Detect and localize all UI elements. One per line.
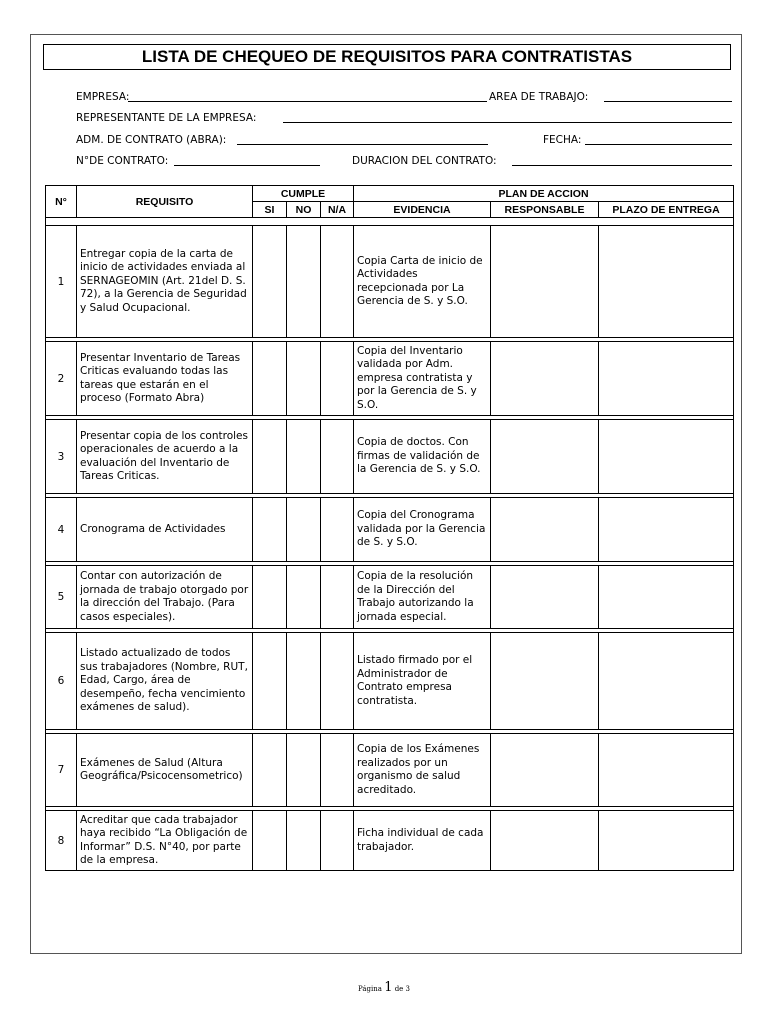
- representante-label: REPRESENTANTE DE LA EMPRESA:: [76, 112, 257, 124]
- empresa-line[interactable]: [128, 101, 487, 102]
- plazo-cell[interactable]: [599, 498, 734, 562]
- row-number: 1: [46, 226, 77, 338]
- si-cell[interactable]: [253, 498, 287, 562]
- row-number: 5: [46, 566, 77, 629]
- na-cell[interactable]: [321, 342, 354, 416]
- responsable-cell[interactable]: [491, 498, 599, 562]
- responsable-cell[interactable]: [491, 633, 599, 730]
- adm-line[interactable]: [237, 144, 488, 145]
- plazo-cell[interactable]: [599, 226, 734, 338]
- si-cell[interactable]: [253, 633, 287, 730]
- responsable-cell[interactable]: [491, 226, 599, 338]
- table-row: [46, 420, 734, 494]
- evidencia-cell: Copia Carta de inicio de Actividades recepcionada por La Gerencia de S. y S.O.: [354, 226, 491, 338]
- row-number: 6: [46, 633, 77, 730]
- evidencia-cell: Copia de la resolución de la Dirección del Trabajo autorizando la jornada especial.: [354, 566, 491, 629]
- requisito-cell: Presentar Inventario de Tareas Criticas evaluando todas las tareas que estarán en el proceso (Formato Abra): [77, 342, 253, 416]
- na-cell[interactable]: [321, 420, 354, 494]
- area-label: AREA DE TRABAJO:: [489, 91, 589, 103]
- table-row: [46, 811, 734, 871]
- footer-page-word: Página: [357, 985, 382, 993]
- na-cell[interactable]: [321, 734, 354, 807]
- contrato-label: N°DE CONTRATO:: [76, 155, 169, 167]
- header-cumple: CUMPLE: [253, 186, 354, 202]
- no-cell[interactable]: [287, 420, 321, 494]
- no-cell[interactable]: [287, 226, 321, 338]
- na-cell[interactable]: [321, 633, 354, 730]
- evidencia-cell: Copia de los Exámenes realizados por un organismo de salud acreditado.: [354, 734, 491, 807]
- si-cell[interactable]: [253, 566, 287, 629]
- no-cell[interactable]: [287, 633, 321, 730]
- si-cell[interactable]: [253, 734, 287, 807]
- header-num: N°: [46, 186, 77, 218]
- header-plan: PLAN DE ACCION: [354, 186, 734, 202]
- requisito-cell: Cronograma de Actividades: [77, 498, 253, 562]
- row-number: 7: [46, 734, 77, 807]
- duracion-label: DURACION DEL CONTRATO:: [352, 155, 497, 167]
- na-cell[interactable]: [321, 226, 354, 338]
- no-cell[interactable]: [287, 811, 321, 871]
- row-number: 4: [46, 498, 77, 562]
- requisito-cell: Acreditar que cada trabajador haya recibido “La Obligación de Informar” D.S. N°40, por parte de la empresa.: [77, 811, 253, 871]
- table-row: [46, 734, 734, 807]
- header-si: SI: [253, 202, 287, 218]
- plazo-cell[interactable]: [599, 342, 734, 416]
- plazo-cell[interactable]: [599, 734, 734, 807]
- area-line[interactable]: [604, 101, 732, 102]
- plazo-cell[interactable]: [599, 811, 734, 871]
- responsable-cell[interactable]: [491, 811, 599, 871]
- contrato-line[interactable]: [174, 165, 320, 166]
- no-cell[interactable]: [287, 498, 321, 562]
- header-plazo: PLAZO DE ENTREGA: [599, 202, 734, 218]
- empresa-label: EMPRESA:: [76, 91, 130, 103]
- table-row: [46, 633, 734, 730]
- responsable-cell[interactable]: [491, 734, 599, 807]
- footer-page-number: 1: [384, 980, 393, 995]
- requirements-table: [45, 185, 734, 871]
- requisito-cell: Presentar copia de los controles operacionales de acuerdo a la evaluación del Inventario de Tareas Criticas.: [77, 420, 253, 494]
- header-no: NO: [287, 202, 321, 218]
- si-cell[interactable]: [253, 420, 287, 494]
- na-cell[interactable]: [321, 811, 354, 871]
- evidencia-cell: Ficha individual de cada trabajador.: [354, 811, 491, 871]
- no-cell[interactable]: [287, 566, 321, 629]
- si-cell[interactable]: [253, 342, 287, 416]
- header-na: N/A: [321, 202, 354, 218]
- si-cell[interactable]: [253, 226, 287, 338]
- document-title: LISTA DE CHEQUEO DE REQUISITOS PARA CONTRATISTAS: [43, 44, 731, 70]
- requisito-cell: Entregar copia de la carta de inicio de actividades enviada al SERNAGEOMIN (Art. 21del D. S. 72), a la Gerencia de Seguridad y Salud Ocupacional.: [77, 226, 253, 338]
- row-number: 2: [46, 342, 77, 416]
- responsable-cell[interactable]: [491, 420, 599, 494]
- duracion-line[interactable]: [512, 165, 732, 166]
- no-cell[interactable]: [287, 342, 321, 416]
- plazo-cell[interactable]: [599, 566, 734, 629]
- row-number: 3: [46, 420, 77, 494]
- row-number: 8: [46, 811, 77, 871]
- fecha-label: FECHA:: [543, 134, 582, 146]
- na-cell[interactable]: [321, 566, 354, 629]
- plazo-cell[interactable]: [599, 633, 734, 730]
- table-row: [46, 566, 734, 629]
- requisito-cell: Contar con autorización de jornada de trabajo otorgado por la dirección del Trabajo. (Para casos especiales).: [77, 566, 253, 629]
- responsable-cell[interactable]: [491, 342, 599, 416]
- table-row: [46, 342, 734, 416]
- evidencia-cell: Listado firmado por el Administrador de Contrato empresa contratista.: [354, 633, 491, 730]
- na-cell[interactable]: [321, 498, 354, 562]
- no-cell[interactable]: [287, 734, 321, 807]
- table-row: [46, 226, 734, 338]
- requisito-cell: Exámenes de Salud (Altura Geográfica/Psicocensometrico): [77, 734, 253, 807]
- header-responsable: RESPONSABLE: [491, 202, 599, 218]
- adm-label: ADM. DE CONTRATO (ABRA):: [76, 134, 227, 146]
- footer-page-total: de 3: [394, 985, 411, 993]
- requisito-cell: Listado actualizado de todos sus trabajadores (Nombre, RUT, Edad, Cargo, área de desempeño, fecha vencimiento exámenes de salud).: [77, 633, 253, 730]
- header-evidencia: EVIDENCIA: [354, 202, 491, 218]
- evidencia-cell: Copia del Cronograma validada por la Gerencia de S. y S.O.: [354, 498, 491, 562]
- evidencia-cell: Copia de doctos. Con firmas de validación de la Gerencia de S. y S.O.: [354, 420, 491, 494]
- header-requisito: REQUISITO: [77, 186, 253, 218]
- responsable-cell[interactable]: [491, 566, 599, 629]
- fecha-line[interactable]: [585, 144, 732, 145]
- table-row: [46, 498, 734, 562]
- representante-line[interactable]: [283, 122, 732, 123]
- si-cell[interactable]: [253, 811, 287, 871]
- evidencia-cell: Copia del Inventario validada por Adm. empresa contratista y por la Gerencia de S. y S.O.: [354, 342, 491, 416]
- plazo-cell[interactable]: [599, 420, 734, 494]
- page-footer: [0, 980, 768, 995]
